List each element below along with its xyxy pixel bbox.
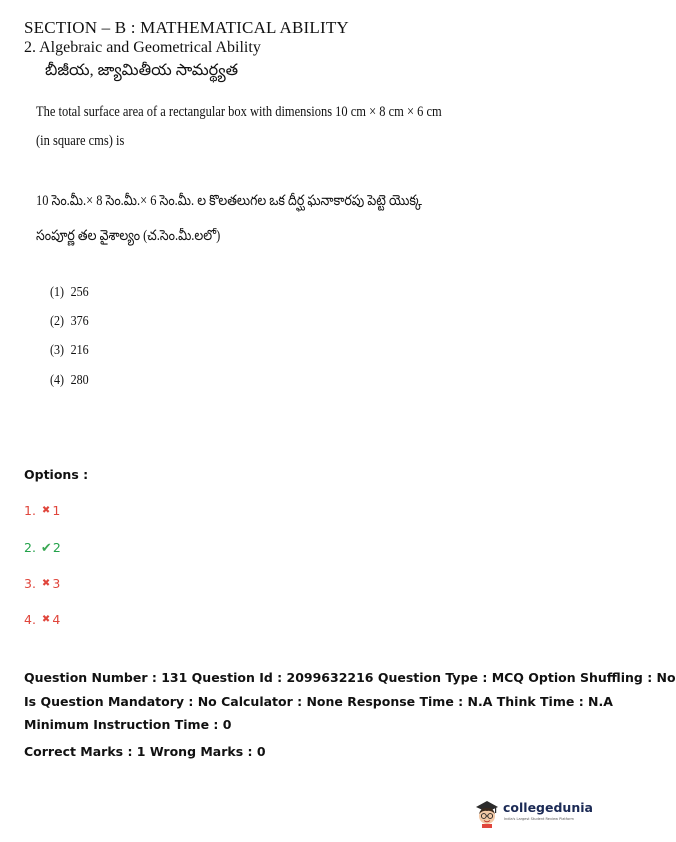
choice-value: 280 <box>70 373 89 388</box>
section-subtitle-telugu: బీజీయ, జ్యామితీయ సామర్థ్యత <box>45 62 239 79</box>
logo-tagline: India's Largest Student Review Platform <box>504 817 574 821</box>
logo-wordmark: collegedunia <box>503 800 593 815</box>
question-english-line-1: The total surface area of a rectangular box with dimensions 10 cm × 8 cm × 6 cm <box>36 104 442 120</box>
option-1 <box>24 503 60 518</box>
question-telugu-line-1: 10 సెం.మీ.× 8 సెం.మీ.× 6 సెం.మీ. ల కొలతలుగల ఒక దీర్ఘ ఘనాకారపు పెట్టె యొక్క <box>36 193 422 209</box>
question-meta-line-1: Question Number : 131 Question Id : 2099632216 Question Type : MCQ Option Shuffling : No <box>24 670 676 685</box>
option-3 <box>24 576 60 591</box>
choice-number: (2) <box>50 314 65 329</box>
option-value: 1 <box>52 503 61 518</box>
question-meta-line-4: Correct Marks : 1 Wrong Marks : 0 <box>24 744 266 759</box>
cross-icon: ✖ <box>41 614 51 625</box>
collegedunia-logo <box>473 798 593 830</box>
options-heading: Options : <box>24 467 89 482</box>
choice-value: 256 <box>70 285 89 300</box>
question-english-line-2: (in square cms) is <box>36 133 125 149</box>
option-value: 2 <box>52 540 61 555</box>
choice-4 <box>50 373 89 389</box>
option-label: 4. <box>24 612 36 627</box>
question-meta-line-2: Is Question Mandatory : No Calculator : None Response Time : N.A Think Time : N.A <box>24 694 613 709</box>
choice-1 <box>50 285 89 301</box>
option-label: 2. <box>24 540 36 555</box>
option-2 <box>24 540 61 556</box>
cross-icon: ✖ <box>41 505 51 516</box>
choice-value: 216 <box>70 343 89 358</box>
choice-number: (1) <box>50 285 65 300</box>
question-telugu-line-2: సంపూర్ణ తల వైశాల్యం (చ.సెం.మీ.లలో) <box>36 228 221 244</box>
option-value: 3 <box>52 576 61 591</box>
choice-2 <box>50 314 89 330</box>
option-label: 3. <box>24 576 36 591</box>
question-meta-line-3: Minimum Instruction Time : 0 <box>24 717 232 732</box>
choice-number: (4) <box>50 373 65 388</box>
option-value: 4 <box>52 612 61 627</box>
section-subtitle: 2. Algebraic and Geometrical Ability <box>24 39 261 56</box>
option-4 <box>24 612 60 627</box>
choice-value: 376 <box>70 314 89 329</box>
choice-3 <box>50 343 89 359</box>
option-label: 1. <box>24 503 36 518</box>
student-mascot-icon <box>473 798 501 828</box>
check-icon: ✔ <box>40 541 52 556</box>
cross-icon: ✖ <box>41 578 51 589</box>
choice-number: (3) <box>50 343 65 358</box>
section-title: SECTION – B : MATHEMATICAL ABILITY <box>24 18 349 37</box>
